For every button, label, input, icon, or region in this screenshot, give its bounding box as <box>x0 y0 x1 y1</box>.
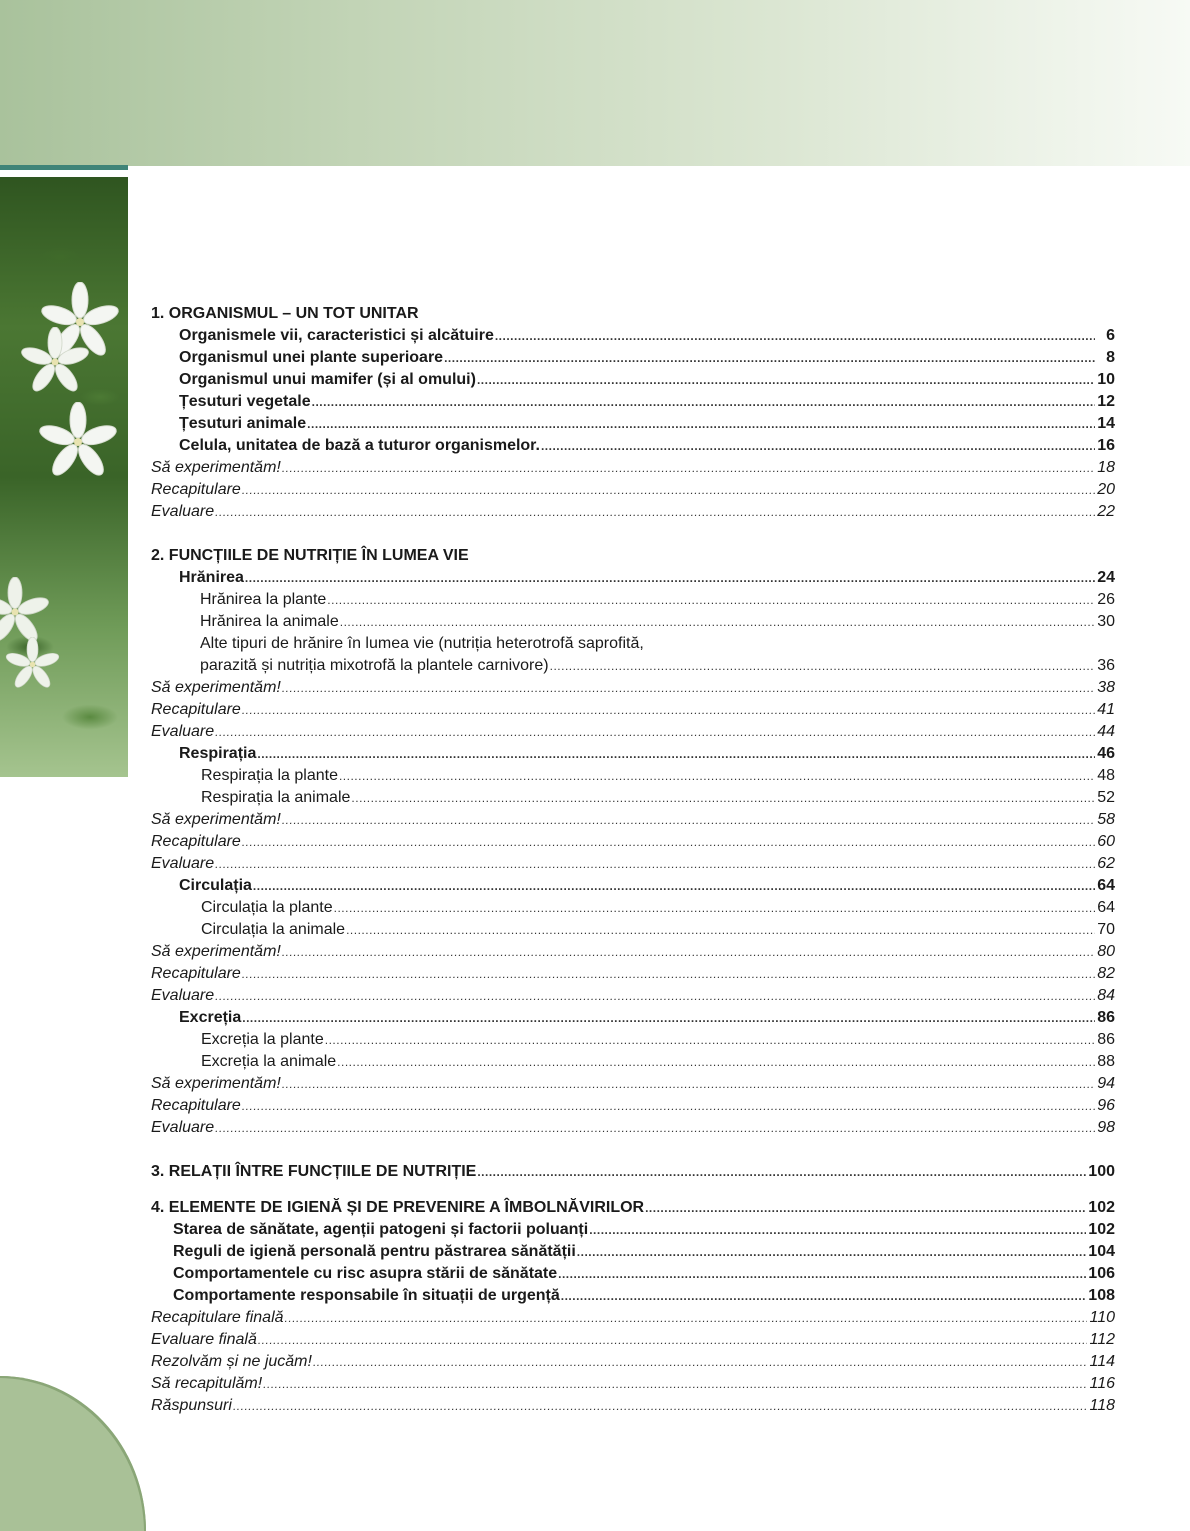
toc-entry[interactable]: Evaluare ..... 84 <box>151 985 1115 1007</box>
toc-entry[interactable]: Hrănirea la animale ..... 30 <box>151 611 1115 633</box>
toc-entry[interactable]: Să experimentăm! ..... 38 <box>151 677 1115 699</box>
toc-entry[interactable]: Comportamentele cu risc asupra stării de sănătate ..... 106 <box>151 1263 1115 1285</box>
accent-rule <box>0 165 128 170</box>
toc-entry[interactable]: Respirația la plante ..... 48 <box>151 765 1115 787</box>
toc-entry[interactable]: Excreția ..... 86 <box>151 1007 1115 1029</box>
toc-entry[interactable]: Țesuturi vegetale ..... 12 <box>151 391 1115 413</box>
toc-entry[interactable]: Reguli de igienă personală pentru păstrarea sănătății ..... 104 <box>151 1241 1115 1263</box>
toc-entry[interactable]: Organismul unei plante superioare ..... 8 <box>151 347 1115 369</box>
flower-icon <box>5 637 60 692</box>
toc-entry[interactable]: Evaluare ..... 62 <box>151 853 1115 875</box>
toc-entry[interactable]: Excreția la animale ..... 88 <box>151 1051 1115 1073</box>
toc-entry[interactable]: Evaluare finală ..... 112 <box>151 1329 1115 1351</box>
toc-entry[interactable]: Celula, unitatea de bază a tuturor organismelor. ..... 16 <box>151 435 1115 457</box>
toc-entry[interactable]: Evaluare ..... 44 <box>151 721 1115 743</box>
toc-entry[interactable]: Evaluare ..... 22 <box>151 501 1115 523</box>
toc-entry[interactable]: Hrănirea la plante ..... 26 <box>151 589 1115 611</box>
toc-entry[interactable]: Recapitulare ..... 82 <box>151 963 1115 985</box>
toc-entry[interactable]: Răspunsuri ..... 118 <box>151 1395 1115 1417</box>
toc-entry[interactable]: Excreția la plante ..... 86 <box>151 1029 1115 1051</box>
toc-entry[interactable]: Circulația la plante ..... 64 <box>151 897 1115 919</box>
toc-entry[interactable]: Respirația ..... 46 <box>151 743 1115 765</box>
toc-entry[interactable]: Organismul unui mamifer (și al omului) ..... 10 <box>151 369 1115 391</box>
toc-entry[interactable]: Să experimentăm! ..... 80 <box>151 941 1115 963</box>
toc-entry[interactable]: Starea de sănătate, agenții patogeni și factorii poluanți ..... 102 <box>151 1219 1115 1241</box>
corner-shape-edge <box>0 1376 146 1531</box>
jasmine-flowers-photo <box>0 177 128 777</box>
toc-entry[interactable]: Respirația la animale ..... 52 <box>151 787 1115 809</box>
toc-entry[interactable]: parazită și nutriția mixotrofă la plantele carnivore) ..... 36 <box>151 655 1115 677</box>
toc-entry[interactable]: Alte tipuri de hrănire în lumea vie (nutriția heterotrofă saprofită, <box>200 635 644 652</box>
toc-entry[interactable]: Recapitulare ..... 60 <box>151 831 1115 853</box>
toc-entry[interactable]: 3. RELAȚII ÎNTRE FUNCȚIILE DE NUTRIȚIE ..... 100 <box>151 1161 1115 1183</box>
toc-entry[interactable]: Recapitulare ..... 96 <box>151 1095 1115 1117</box>
header-banner <box>0 0 1190 166</box>
toc-entry[interactable]: Să experimentăm! ..... 58 <box>151 809 1115 831</box>
toc-entry[interactable]: 4. ELEMENTE DE IGIENĂ ȘI DE PREVENIRE A ÎMBOLNĂVIRILOR ..... 102 <box>151 1197 1115 1219</box>
toc-entry[interactable]: Rezolvăm și ne jucăm! ..... 114 <box>151 1351 1115 1373</box>
toc-entry[interactable]: Comportamente responsabile în situații de urgență ..... 108 <box>151 1285 1115 1307</box>
section-heading: 1. ORGANISMUL – UN TOT UNITAR <box>151 305 419 322</box>
table-of-contents <box>151 303 1115 1417</box>
flower-icon <box>20 327 90 397</box>
toc-entry[interactable]: Să experimentăm! ..... 94 <box>151 1073 1115 1095</box>
toc-entry[interactable]: Recapitulare ..... 20 <box>151 479 1115 501</box>
section-heading: 2. FUNCȚIILE DE NUTRIȚIE ÎN LUMEA VIE <box>151 547 469 564</box>
toc-entry[interactable]: Circulația la animale ..... 70 <box>151 919 1115 941</box>
toc-entry[interactable]: Țesuturi animale ..... 14 <box>151 413 1115 435</box>
toc-entry[interactable]: Să recapitulăm! ..... 116 <box>151 1373 1115 1395</box>
toc-entry[interactable]: Să experimentăm! ..... 18 <box>151 457 1115 479</box>
toc-entry[interactable]: Evaluare ..... 98 <box>151 1117 1115 1139</box>
toc-entry[interactable]: Circulația ..... 64 <box>151 875 1115 897</box>
toc-entry[interactable]: Hrănirea ..... 24 <box>151 567 1115 589</box>
toc-entry[interactable]: Recapitulare ..... 41 <box>151 699 1115 721</box>
toc-entry[interactable]: Organismele vii, caracteristici și alcătuire ..... 6 <box>151 325 1115 347</box>
flower-icon <box>38 402 118 482</box>
toc-entry[interactable]: Recapitulare finală ..... 110 <box>151 1307 1115 1329</box>
